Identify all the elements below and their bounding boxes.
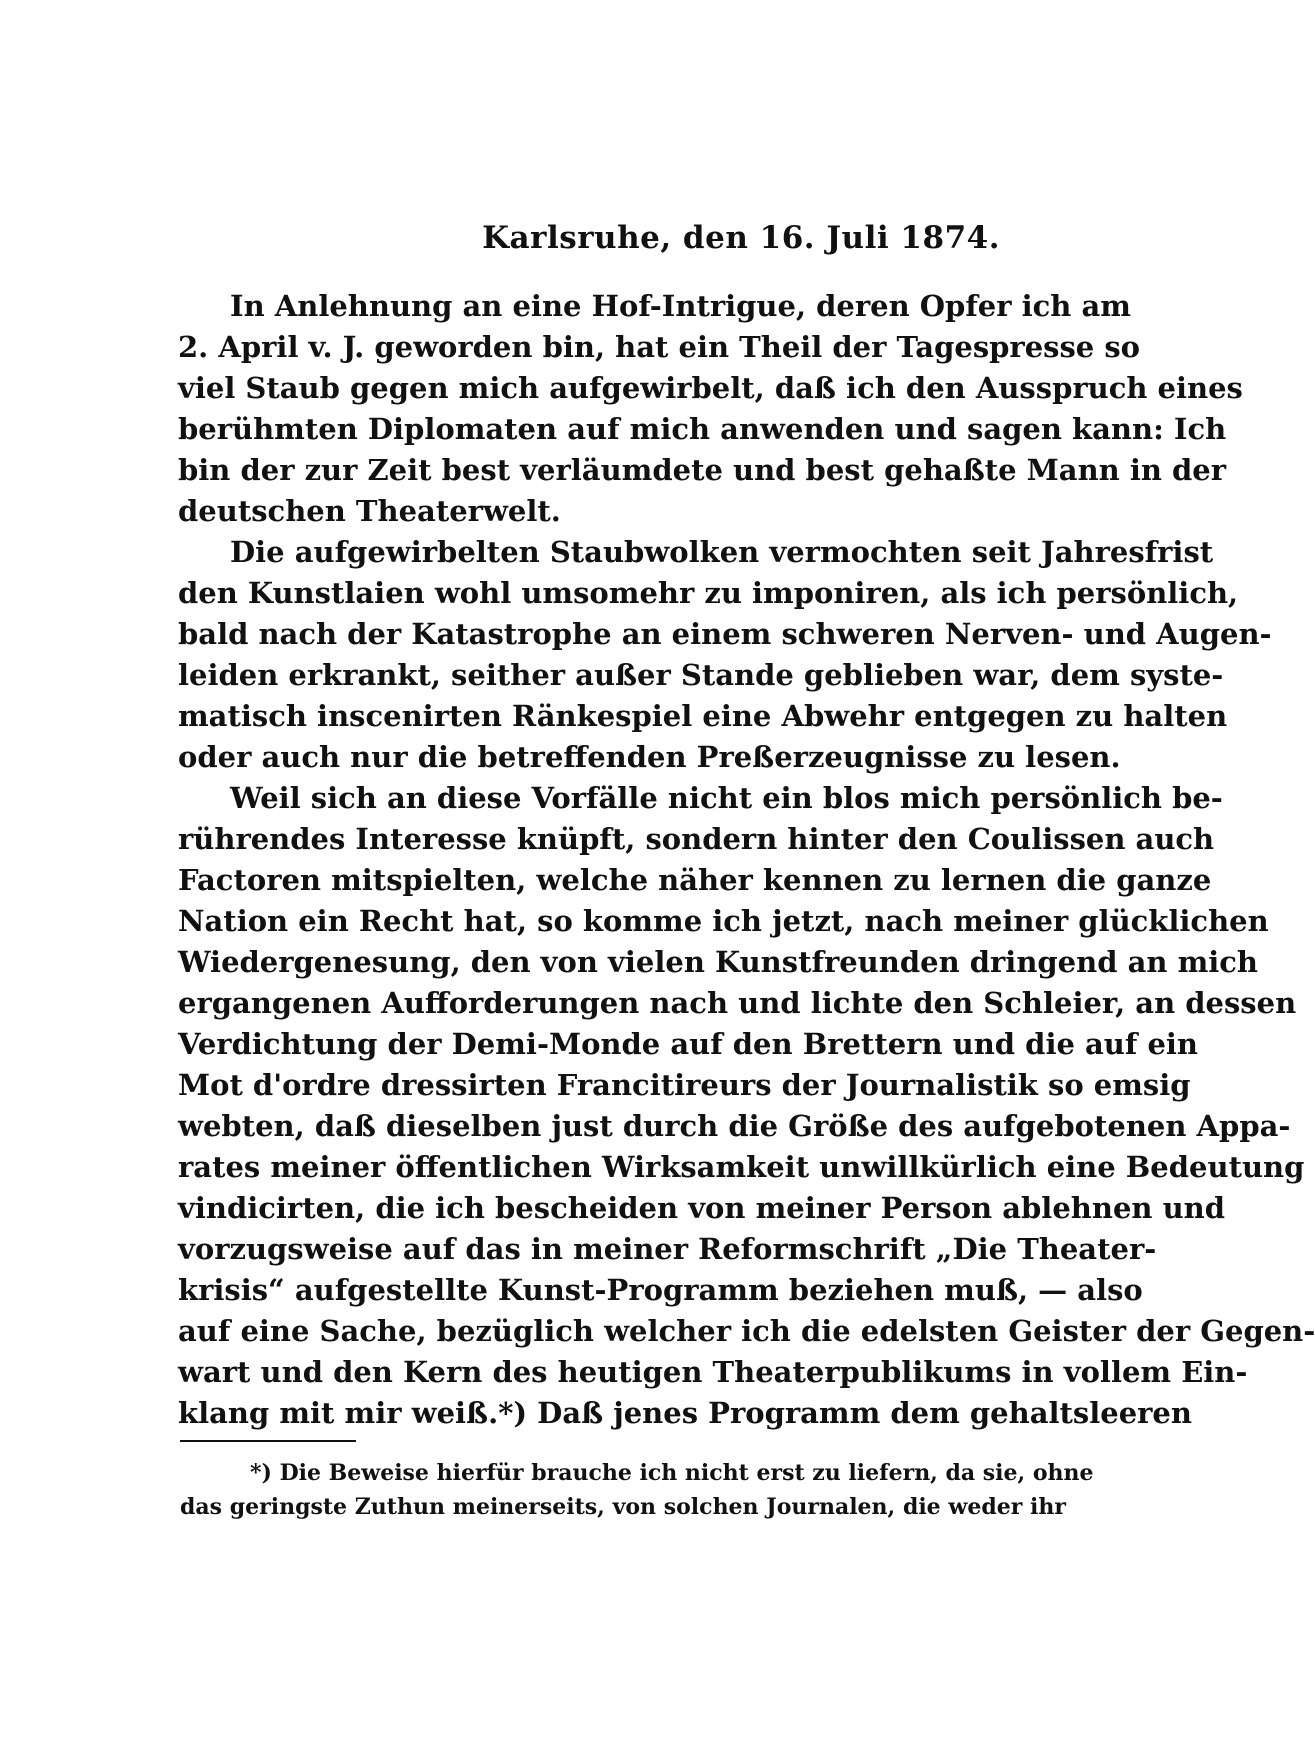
text-line: matisch inscenirten Ränkespiel eine Abwehr entgegen zu halten <box>178 699 1228 733</box>
body-text <box>178 286 1315 1434</box>
text-line: Nation ein Recht hat, so komme ich jetzt, nach meiner glücklichen <box>178 904 1269 938</box>
text-line: Die aufgewirbelten Staubwolken vermochten seit Jahresfrist <box>230 535 1214 569</box>
text-line: auf eine Sache, bezüglich welcher ich die edelsten Geister der Gegen- <box>178 1314 1315 1348</box>
text-line: oder auch nur die betreffenden Preßerzeugnisse zu lesen. <box>178 740 1121 774</box>
text-line: viel Staub gegen mich aufgewirbelt, daß ich den Ausspruch eines <box>178 371 1243 405</box>
text-line: deutschen Theaterwelt. <box>178 494 561 528</box>
text-line: Weil sich an diese Vorfälle nicht ein blos mich persönlich be- <box>230 781 1223 815</box>
text-line: den Kunstlaien wohl umsomehr zu imponiren, als ich persönlich, <box>178 576 1239 610</box>
text-line: Verdichtung der Demi-Monde auf den Brettern und die auf ein <box>178 1027 1199 1061</box>
footnote-line: *) Die Beweise hierfür brauche ich nicht erst zu liefern, da sie, ohne <box>250 1460 1094 1486</box>
text-line: vindicirten, die ich bescheiden von meiner Person ablehnen und <box>178 1191 1226 1225</box>
text-line: rührendes Interesse knüpft, sondern hinter den Coulissen auch <box>178 822 1215 856</box>
text-line: vorzugsweise auf das in meiner Reformschrift „Die Theater- <box>178 1232 1157 1266</box>
text-line: webten, daß dieselben just durch die Größe des aufgebotenen Appa- <box>178 1109 1291 1143</box>
dateline: Karlsruhe, den 16. Juli 1874. <box>482 220 1000 256</box>
text-line: leiden erkrankt, seither außer Stande geblieben war, dem syste- <box>178 658 1224 692</box>
text-line: In Anlehnung an eine Hof-Intrigue, deren Opfer ich am <box>230 289 1131 323</box>
text-line: ergangenen Aufforderungen nach und lichte den Schleier, an dessen <box>178 986 1297 1020</box>
text-line: Mot d'ordre dressirten Francitireurs der Journalistik so emsig <box>178 1068 1191 1102</box>
footnote-rule <box>180 1440 356 1442</box>
text-line: Factoren mitspielten, welche näher kennen zu lernen die ganze <box>178 863 1212 897</box>
text-line: bald nach der Katastrophe an einem schweren Nerven- und Augen- <box>178 617 1272 651</box>
text-line: klang mit mir weiß.*) Daß jenes Programm dem gehaltsleeren <box>178 1396 1192 1430</box>
text-line: berühmten Diplomaten auf mich anwenden und sagen kann: Ich <box>178 412 1227 446</box>
footnote <box>180 1456 1094 1524</box>
text-line: Wiedergenesung, den von vielen Kunstfreunden dringend an mich <box>178 945 1259 979</box>
text-line: rates meiner öffentlichen Wirksamkeit unwillkürlich eine Bedeutung <box>178 1150 1305 1184</box>
footnote-line: das geringste Zuthun meinerseits, von solchen Journalen, die weder ihr <box>180 1494 1066 1520</box>
text-line: bin der zur Zeit best verläumdete und best gehaßte Mann in der <box>178 453 1227 487</box>
text-line: 2. April v. J. geworden bin, hat ein Theil der Tagespresse so <box>178 330 1141 364</box>
text-line: wart und den Kern des heutigen Theaterpublikums in vollem Ein- <box>178 1355 1248 1389</box>
text-line: krisis“ aufgestellte Kunst-Programm beziehen muß, — also <box>178 1273 1143 1307</box>
